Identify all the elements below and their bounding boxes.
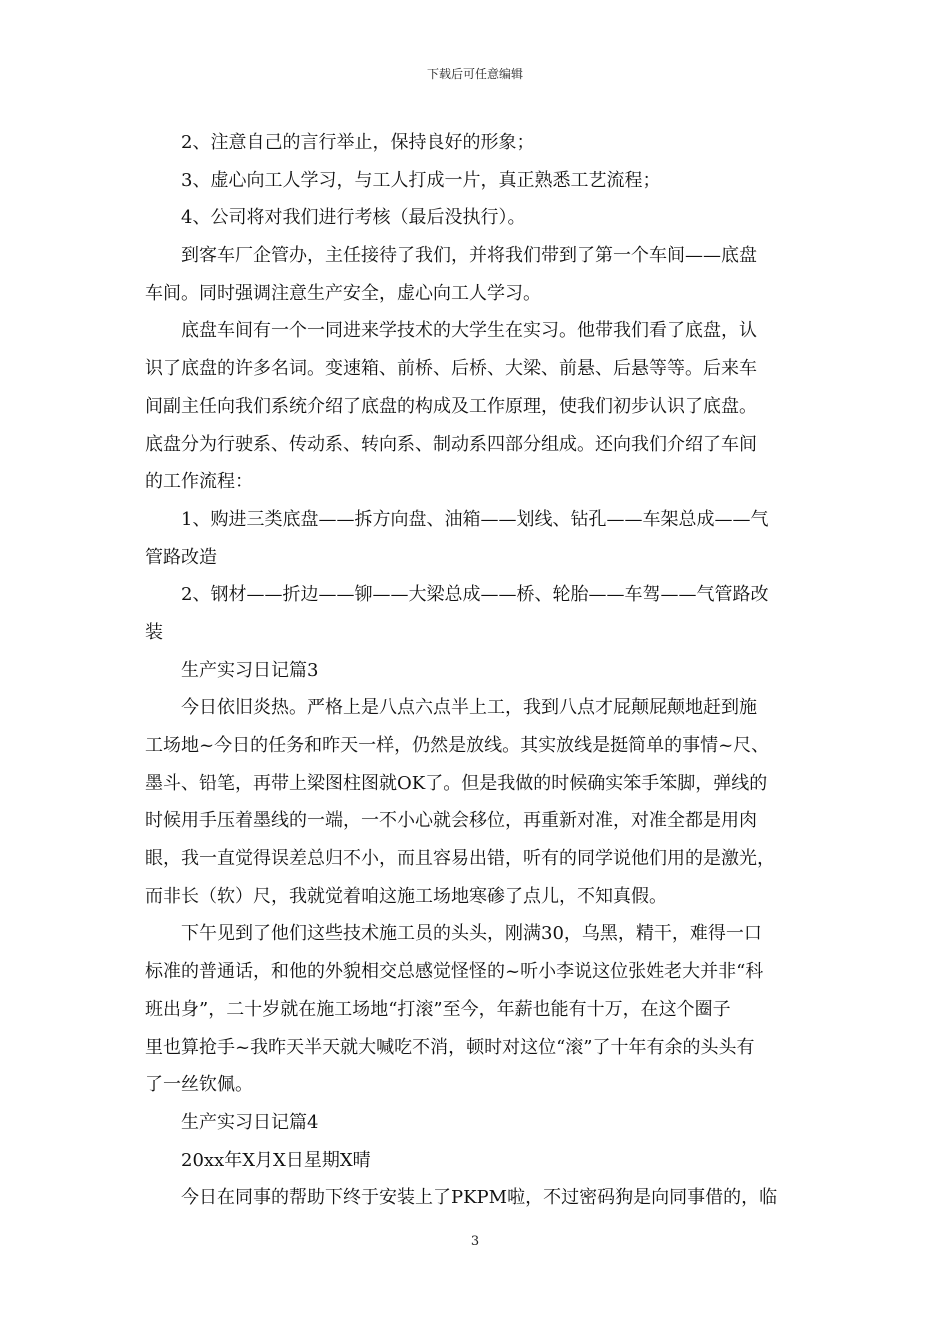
text-line: 今日依旧炎热。严格上是八点六点半上工，我到八点才屁颠屁颠地赶到施: [145, 697, 757, 719]
text-line: 到客车厂企管办，主任接待了我们，并将我们带到了第一个车间——底盘: [145, 245, 757, 267]
text-line: 了一丝钦佩。: [145, 1074, 253, 1096]
document-body: [145, 124, 807, 1217]
text-line: 而非长（软）尺，我就觉着咱这施工场地寒碜了点儿，不知真假。: [145, 885, 667, 907]
page-header: 下载后可任意编辑: [426, 67, 523, 81]
text-line: 工场地~今日的任务和昨天一样，仍然是放线。其实放线是挺简单的事情~尺、: [145, 735, 770, 756]
text-line: 底盘分为行驶系、传动系、转向系、制动系四部分组成。还向我们介绍了车间: [145, 433, 757, 455]
text-line: 生产实习日记篇4: [145, 1111, 319, 1133]
text-line: 标准的普通话，和他的外貌相交总感觉怪怪的~听小李说这位张姓老大并非“科: [145, 961, 764, 983]
text-line: 班出身”，二十岁就在施工场地“打滚”至今，年薪也能有十万，在这个圈子: [145, 998, 731, 1020]
text-line: 3、虚心向工人学习，与工人打成一片，真正熟悉工艺流程；: [145, 169, 661, 191]
text-line: 下午见到了他们这些技术施工员的头头，刚满30，乌黑，精干，难得一口: [145, 923, 762, 945]
text-line: 20xx年X月X日星期X晴: [145, 1149, 371, 1171]
text-line: 装: [145, 621, 163, 643]
text-line: 底盘车间有一个一同进来学技术的大学生在实习。他带我们看了底盘，认: [145, 320, 757, 342]
text-line: 2、钢材——折边——铆——大梁总成——桥、轮胎——车驾——气管路改: [145, 584, 769, 606]
text-line: 墨斗、铅笔，再带上梁图柱图就OK了。但是我做的时候确实笨手笨脚，弹线的: [145, 772, 768, 794]
text-line: 1、购进三类底盘——拆方向盘、油箱——划线、钻孔——车架总成——气: [145, 508, 769, 530]
text-line: 时候用手压着墨线的一端，一不小心就会移位，再重新对准，对准全都是用肉: [145, 810, 757, 832]
text-line: 4、公司将对我们进行考核（最后没执行）。: [145, 207, 526, 229]
text-line: 生产实习日记篇3: [145, 659, 319, 681]
page-number: 3: [470, 1234, 480, 1249]
text-line: 识了底盘的许多名词。变速箱、前桥、后桥、大梁、前悬、后悬等等。后来车: [145, 358, 757, 380]
text-line: 车间。同时强调注意生产安全，虚心向工人学习。: [145, 282, 541, 304]
text-line: 的工作流程：: [145, 471, 253, 493]
text-line: 2、注意自己的言行举止，保持良好的形象；: [145, 132, 535, 153]
text-line: 管路改造: [145, 546, 217, 568]
text-line: 今日在同事的帮助下终于安装上了PKPM啦，不过密码狗是向同事借的，临: [145, 1187, 778, 1209]
text-line: 里也算抢手~我昨天半天就大喊吃不消，顿时对这位“滚”了十年有余的头头有: [145, 1036, 755, 1058]
text-line: 间副主任向我们系统介绍了底盘的构成及工作原理，使我们初步认识了底盘。: [145, 395, 757, 417]
text-line: 眼，我一直觉得误差总归不小，而且容易出错，听有的同学说他们用的是激光，: [145, 848, 775, 870]
